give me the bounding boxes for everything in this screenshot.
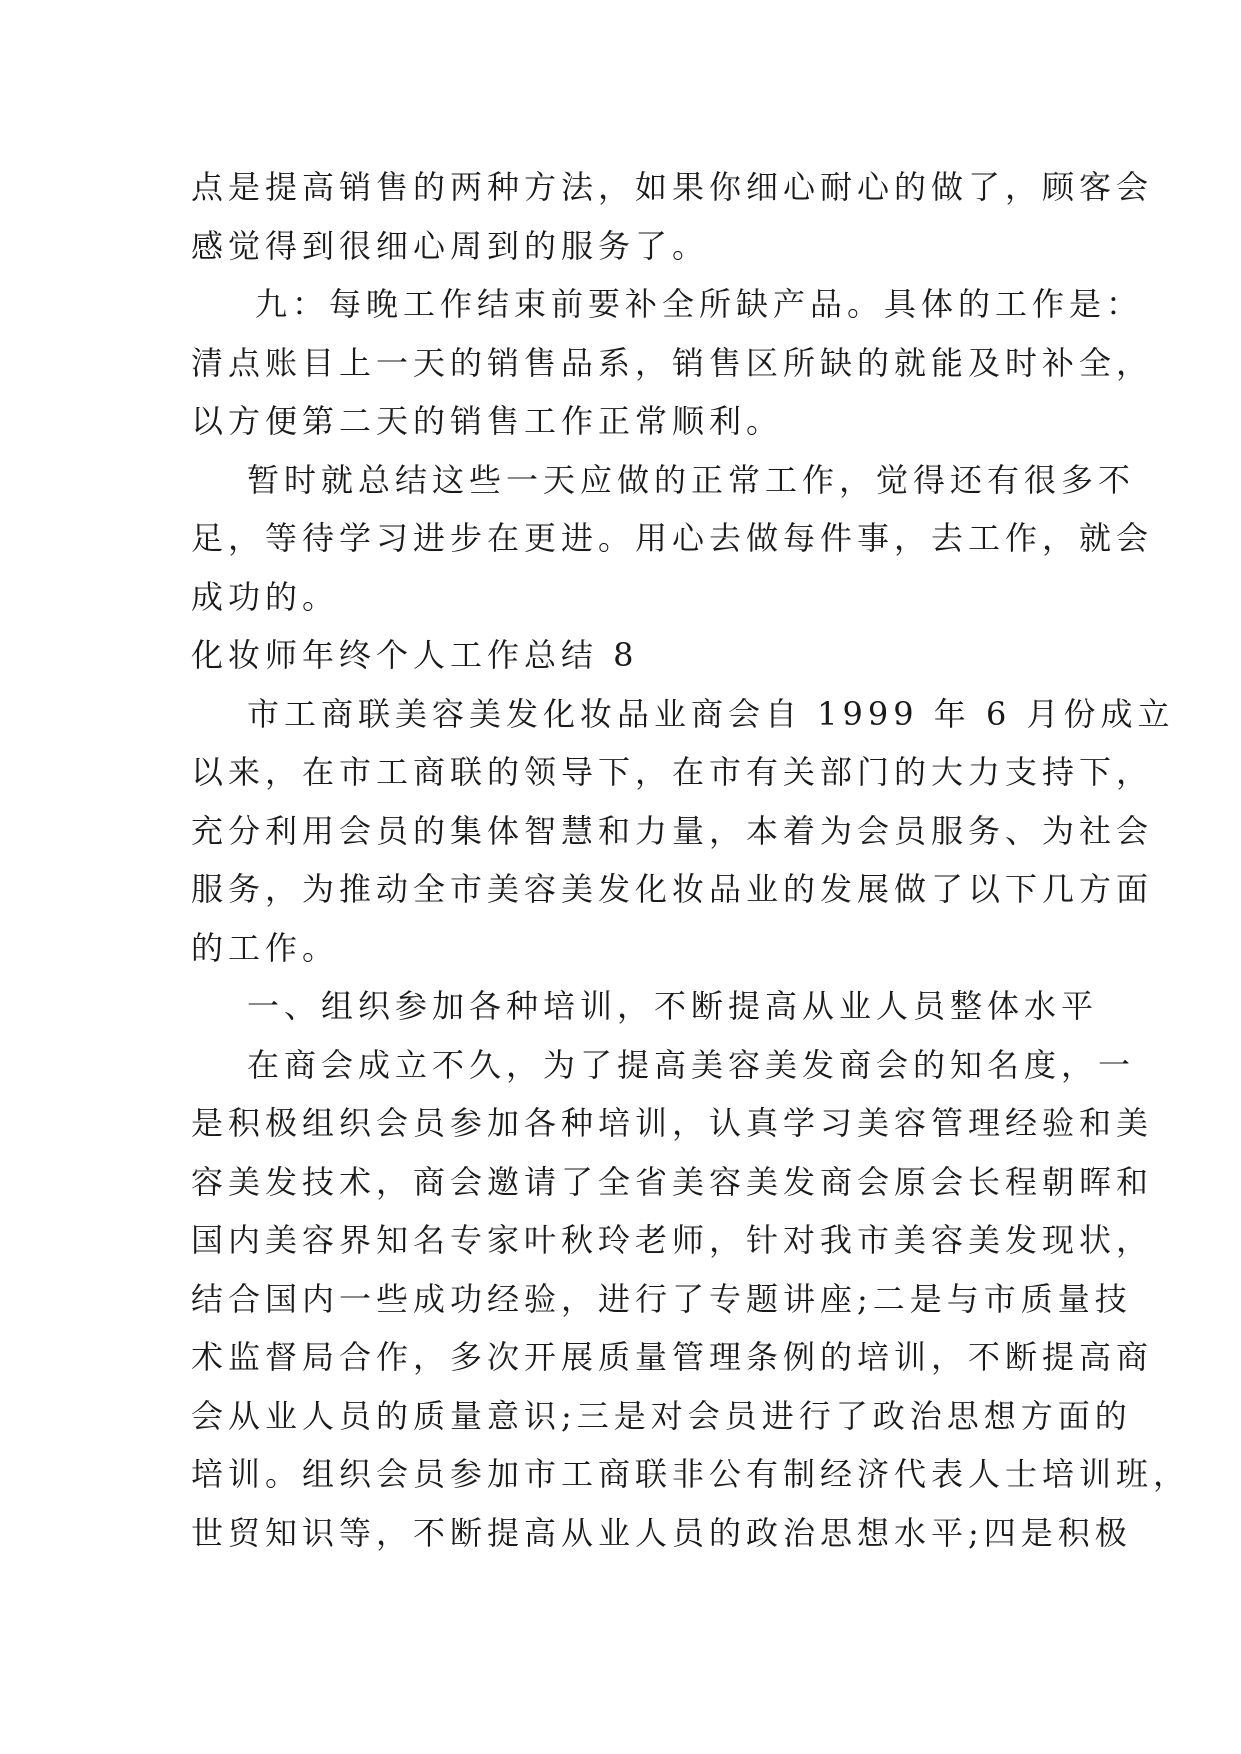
text-line: 培训。组织会员参加市工商联非公有制经济代表人士培训班， [191, 1455, 1191, 1493]
text-line: 化妆师年终个人工作总结 8 [191, 636, 639, 674]
text-line: 清点账目上一天的销售品系，销售区所缺的就能及时补全， [191, 343, 1154, 382]
text-line: 成功的。 [191, 577, 340, 616]
text-line: 国内美容界知名专家叶秋玲老师，针对我市美容美发现状， [191, 1221, 1154, 1259]
text-line: 术监督局合作，多次开展质量管理条例的培训，不断提高商 [191, 1338, 1154, 1376]
text-line: 点是提高销售的两种方法，如果你细心耐心的做了，顾客会 [191, 168, 1154, 206]
text-line: 以来，在市工商联的领导下，在市有关部门的大力支持下， [191, 753, 1154, 791]
text-line: 世贸知识等，不断提高从业人员的政治思想水平;四是积极 [191, 1513, 1132, 1552]
text-line: 暂时就总结这些一天应做的正常工作，觉得还有很多不 [247, 460, 1136, 499]
text-line: 是积极组织会员参加各种培训，认真学习美容管理经验和美 [191, 1104, 1154, 1142]
text-line: 容美发技术，商会邀请了全省美容美发商会原会长程朝晖和 [191, 1162, 1154, 1201]
text-line: 以方便第二天的销售工作正常顺利。 [191, 402, 784, 440]
text-line: 九：每晚工作结束前要补全所缺产品。具体的工作是： [255, 285, 1144, 323]
text-line: 充分利用会员的集体智慧和力量，本着为会员服务、为社会 [191, 811, 1154, 850]
text-line: 足，等待学习进步在更进。用心去做每件事，去工作，就会 [191, 519, 1154, 557]
text-line: 服务，为推动全市美容美发化妆品业的发展做了以下几方面 [191, 870, 1154, 908]
text-line: 结合国内一些成功经验，进行了专题讲座;二是与市质量技 [191, 1279, 1132, 1318]
text-line: 的工作。 [191, 928, 340, 967]
text-line: 市工商联美容美发化妆品业商会自 1999 年 6 月份成立 [247, 694, 1175, 733]
text-line: 在商会成立不久，为了提高美容美发商会的知名度，一 [247, 1045, 1136, 1084]
text-line: 感觉得到很细心周到的服务了。 [191, 226, 710, 265]
text-line: 一、组织参加各种培训，不断提高从业人员整体水平 [247, 987, 1099, 1025]
document-body [191, 158, 1191, 1562]
text-line: 会从业人员的质量意识;三是对会员进行了政治思想方面的 [191, 1396, 1132, 1435]
